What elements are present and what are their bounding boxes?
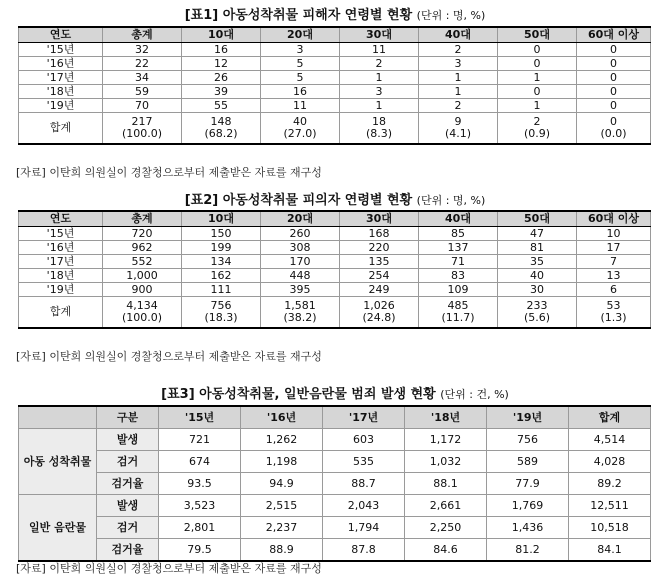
table-cell: 135 bbox=[340, 255, 419, 269]
table-cell: 77.9 bbox=[487, 473, 569, 495]
col-header: '16년 bbox=[241, 406, 323, 429]
total-label: 합계 bbox=[19, 113, 103, 145]
table-cell: '18년 bbox=[19, 85, 103, 99]
table-cell: 59 bbox=[103, 85, 182, 99]
table-cell: 70 bbox=[103, 99, 182, 113]
table-cell: 535 bbox=[323, 451, 405, 473]
total-row bbox=[19, 113, 651, 145]
table-cell: 603 bbox=[323, 429, 405, 451]
table-cell: 109 bbox=[419, 283, 498, 297]
table-cell: 137 bbox=[419, 241, 498, 255]
total-cell bbox=[419, 297, 498, 329]
table-cell: 162 bbox=[182, 269, 261, 283]
col-header: 연도 bbox=[19, 211, 103, 227]
table-cell: 0 bbox=[498, 85, 577, 99]
table-cell: 721 bbox=[159, 429, 241, 451]
total-percent: (38.2) bbox=[283, 311, 317, 324]
table-cell: 35 bbox=[498, 255, 577, 269]
total-percent: (8.3) bbox=[365, 127, 393, 140]
total-cell bbox=[340, 113, 419, 145]
table-row bbox=[19, 269, 651, 283]
table-cell: 0 bbox=[498, 43, 577, 57]
table-cell: 2,043 bbox=[323, 495, 405, 517]
col-header: '18년 bbox=[405, 406, 487, 429]
table-cell: 17 bbox=[577, 241, 651, 255]
table-cell: 1,198 bbox=[241, 451, 323, 473]
table-cell: 39 bbox=[182, 85, 261, 99]
table-cell: 22 bbox=[103, 57, 182, 71]
total-value: 40 bbox=[293, 115, 307, 128]
table3-title-text: [표3] 아동성착취물, 일반음란물 범죄 발생 현황 bbox=[161, 387, 436, 402]
total-percent: (11.7) bbox=[441, 311, 475, 324]
table-cell: 94.9 bbox=[241, 473, 323, 495]
table-row bbox=[19, 227, 651, 241]
table-cell: 85 bbox=[419, 227, 498, 241]
col-header: 60대 이상 bbox=[577, 211, 651, 227]
table-cell: 0 bbox=[577, 43, 651, 57]
table-cell: 40 bbox=[498, 269, 577, 283]
table-cell: 1,000 bbox=[103, 269, 182, 283]
total-cell bbox=[182, 113, 261, 145]
table-cell: 16 bbox=[182, 43, 261, 57]
table-cell: '19년 bbox=[19, 283, 103, 297]
table-row bbox=[19, 241, 651, 255]
table-cell: 6 bbox=[577, 283, 651, 297]
table-cell: 87.8 bbox=[323, 539, 405, 562]
col-header: 40대 bbox=[419, 27, 498, 43]
group-label: 일반 음란물 bbox=[19, 495, 97, 562]
table-row bbox=[19, 495, 651, 517]
table-cell: '17년 bbox=[19, 255, 103, 269]
table-cell: '18년 bbox=[19, 269, 103, 283]
table-cell: 11 bbox=[340, 43, 419, 57]
table-cell: 2 bbox=[340, 57, 419, 71]
total-value: 1,026 bbox=[363, 299, 395, 312]
table-cell: 55 bbox=[182, 99, 261, 113]
table1-unit: (단위 : 명, %) bbox=[416, 9, 486, 22]
table3-unit: (단위 : 건, %) bbox=[440, 388, 509, 401]
total-percent: (4.1) bbox=[444, 127, 472, 140]
table2-suspects-by-age bbox=[18, 210, 651, 329]
col-header: 합계 bbox=[569, 406, 651, 429]
table-cell: 93.5 bbox=[159, 473, 241, 495]
col-header: '19년 bbox=[487, 406, 569, 429]
total-row bbox=[19, 297, 651, 329]
total-label: 합계 bbox=[19, 297, 103, 329]
table3-title bbox=[0, 383, 670, 402]
total-value: 233 bbox=[526, 299, 548, 312]
col-header: 60대 이상 bbox=[577, 27, 651, 43]
table3-header-row bbox=[19, 406, 651, 429]
total-cell bbox=[340, 297, 419, 329]
table-row bbox=[19, 429, 651, 451]
total-cell bbox=[577, 113, 651, 145]
table1-source: [자료] 이탄희 의원실이 경찰청으로부터 제출받은 자료를 재구성 bbox=[16, 166, 322, 179]
total-value: 756 bbox=[210, 299, 232, 312]
table-row bbox=[19, 473, 651, 495]
table-cell: 962 bbox=[103, 241, 182, 255]
table-cell: 111 bbox=[182, 283, 261, 297]
total-value: 217 bbox=[131, 115, 153, 128]
table-cell: 1 bbox=[498, 99, 577, 113]
table-row bbox=[19, 539, 651, 562]
table-cell: 1,172 bbox=[405, 429, 487, 451]
total-cell bbox=[182, 297, 261, 329]
col-header: 20대 bbox=[261, 27, 340, 43]
table-cell: 10,518 bbox=[569, 517, 651, 539]
table-cell: 84.1 bbox=[569, 539, 651, 562]
row-label: 검거 bbox=[97, 517, 159, 539]
table-cell: 2,237 bbox=[241, 517, 323, 539]
table-cell: 88.9 bbox=[241, 539, 323, 562]
table-cell: 249 bbox=[340, 283, 419, 297]
table-cell: 1,769 bbox=[487, 495, 569, 517]
table-cell: 26 bbox=[182, 71, 261, 85]
table-row bbox=[19, 85, 651, 99]
table-cell: 84.6 bbox=[405, 539, 487, 562]
table-cell: 4,514 bbox=[569, 429, 651, 451]
row-label: 발생 bbox=[97, 429, 159, 451]
table-cell: 589 bbox=[487, 451, 569, 473]
table-cell: 2,801 bbox=[159, 517, 241, 539]
table-cell: 395 bbox=[261, 283, 340, 297]
corner-cell bbox=[19, 406, 97, 429]
table-cell: 88.1 bbox=[405, 473, 487, 495]
table-cell: 1 bbox=[340, 71, 419, 85]
table-cell: '16년 bbox=[19, 57, 103, 71]
total-cell bbox=[103, 113, 182, 145]
total-cell bbox=[103, 297, 182, 329]
table-row bbox=[19, 99, 651, 113]
col-header: 연도 bbox=[19, 27, 103, 43]
table-cell: 88.7 bbox=[323, 473, 405, 495]
row-label: 발생 bbox=[97, 495, 159, 517]
total-percent: (5.6) bbox=[523, 311, 551, 324]
table-cell: 134 bbox=[182, 255, 261, 269]
total-percent: (0.0) bbox=[600, 127, 627, 140]
col-header: '17년 bbox=[323, 406, 405, 429]
table-cell: '17년 bbox=[19, 71, 103, 85]
table-cell: 2 bbox=[419, 43, 498, 57]
table-cell: 1,032 bbox=[405, 451, 487, 473]
total-value: 0 bbox=[610, 115, 617, 128]
table-row bbox=[19, 283, 651, 297]
table2-title bbox=[0, 189, 670, 208]
total-value: 18 bbox=[372, 115, 386, 128]
col-header: '15년 bbox=[159, 406, 241, 429]
total-cell bbox=[577, 297, 651, 329]
table-cell: 7 bbox=[577, 255, 651, 269]
table-cell: 0 bbox=[577, 85, 651, 99]
table-row bbox=[19, 43, 651, 57]
table-cell: 79.5 bbox=[159, 539, 241, 562]
table-cell: 1,794 bbox=[323, 517, 405, 539]
col-header: 40대 bbox=[419, 211, 498, 227]
table-row bbox=[19, 517, 651, 539]
total-percent: (100.0) bbox=[121, 127, 163, 140]
table-cell: 4,028 bbox=[569, 451, 651, 473]
col-header: 총계 bbox=[103, 211, 182, 227]
col-header: 30대 bbox=[340, 27, 419, 43]
table2-header-row bbox=[19, 211, 651, 227]
table1-header-row bbox=[19, 27, 651, 43]
table-cell: 2,661 bbox=[405, 495, 487, 517]
table-cell: 5 bbox=[261, 71, 340, 85]
table-cell: 81 bbox=[498, 241, 577, 255]
table-cell: 170 bbox=[261, 255, 340, 269]
col-header: 50대 bbox=[498, 27, 577, 43]
table2-source: [자료] 이탄희 의원실이 경찰청으로부터 제출받은 자료를 재구성 bbox=[16, 350, 322, 363]
table-cell: 308 bbox=[261, 241, 340, 255]
table-cell: 756 bbox=[487, 429, 569, 451]
table-cell: 0 bbox=[577, 99, 651, 113]
total-cell bbox=[498, 113, 577, 145]
table-cell: '15년 bbox=[19, 43, 103, 57]
table1-title bbox=[0, 4, 670, 23]
table-cell: 1 bbox=[419, 71, 498, 85]
total-value: 4,134 bbox=[126, 299, 158, 312]
table-cell: 150 bbox=[182, 227, 261, 241]
table-cell: 34 bbox=[103, 71, 182, 85]
table1-title-text: [표1] 아동성착취물 피해자 연령별 현황 bbox=[184, 8, 413, 23]
table-cell: 552 bbox=[103, 255, 182, 269]
table-cell: 2,515 bbox=[241, 495, 323, 517]
table-cell: 3,523 bbox=[159, 495, 241, 517]
table-cell: 32 bbox=[103, 43, 182, 57]
table-cell: 199 bbox=[182, 241, 261, 255]
table-row bbox=[19, 71, 651, 85]
total-value: 1,581 bbox=[284, 299, 316, 312]
table-cell: 1,262 bbox=[241, 429, 323, 451]
col-header: 50대 bbox=[498, 211, 577, 227]
total-percent: (18.3) bbox=[204, 311, 238, 324]
table2-title-text: [표2] 아동성착취물 피의자 연령별 현황 bbox=[184, 193, 413, 208]
group-label: 아동 성착취물 bbox=[19, 429, 97, 495]
total-percent: (0.9) bbox=[523, 127, 551, 140]
row-label: 검거율 bbox=[97, 473, 159, 495]
table-cell: 3 bbox=[340, 85, 419, 99]
table3-source: [자료] 이탄희 의원실이 경찰청으로부터 제출받은 자료를 재구성 bbox=[16, 562, 322, 575]
total-percent: (1.3) bbox=[600, 311, 627, 324]
table-cell: 3 bbox=[261, 43, 340, 57]
table-cell: 83 bbox=[419, 269, 498, 283]
table-cell: 5 bbox=[261, 57, 340, 71]
table-cell: 168 bbox=[340, 227, 419, 241]
table-cell: 1 bbox=[419, 85, 498, 99]
table3-crime-occurrence bbox=[18, 405, 651, 562]
col-header: 20대 bbox=[261, 211, 340, 227]
total-percent: (100.0) bbox=[121, 311, 163, 324]
row-label: 검거 bbox=[97, 451, 159, 473]
table-cell: 220 bbox=[340, 241, 419, 255]
table-cell: 81.2 bbox=[487, 539, 569, 562]
table-cell: 0 bbox=[577, 71, 651, 85]
table-cell: 0 bbox=[498, 57, 577, 71]
table-cell: 1 bbox=[340, 99, 419, 113]
table1-victims-by-age bbox=[18, 26, 651, 145]
col-header: 구분 bbox=[97, 406, 159, 429]
total-value: 485 bbox=[447, 299, 469, 312]
table-cell: 260 bbox=[261, 227, 340, 241]
table2-unit: (단위 : 명, %) bbox=[416, 194, 486, 207]
total-value: 53 bbox=[606, 299, 621, 312]
total-cell bbox=[261, 297, 340, 329]
total-percent: (68.2) bbox=[204, 127, 238, 140]
table-cell: 900 bbox=[103, 283, 182, 297]
table-row bbox=[19, 451, 651, 473]
col-header: 총계 bbox=[103, 27, 182, 43]
table-cell: 448 bbox=[261, 269, 340, 283]
table-row bbox=[19, 57, 651, 71]
table-cell: 12 bbox=[182, 57, 261, 71]
table-cell: 0 bbox=[577, 57, 651, 71]
row-label: 검거율 bbox=[97, 539, 159, 562]
total-value: 148 bbox=[210, 115, 232, 128]
table-cell: 89.2 bbox=[569, 473, 651, 495]
table-cell: 720 bbox=[103, 227, 182, 241]
table-cell: 3 bbox=[419, 57, 498, 71]
col-header: 10대 bbox=[182, 27, 261, 43]
table-cell: 30 bbox=[498, 283, 577, 297]
table-row bbox=[19, 255, 651, 269]
table-cell: 11 bbox=[261, 99, 340, 113]
table-cell: 1 bbox=[498, 71, 577, 85]
table-cell: 13 bbox=[577, 269, 651, 283]
table-cell: 2,250 bbox=[405, 517, 487, 539]
total-value: 9 bbox=[454, 115, 462, 128]
table-cell: 47 bbox=[498, 227, 577, 241]
table-cell: 674 bbox=[159, 451, 241, 473]
col-header: 10대 bbox=[182, 211, 261, 227]
total-cell bbox=[498, 297, 577, 329]
table-cell: 12,511 bbox=[569, 495, 651, 517]
total-cell bbox=[261, 113, 340, 145]
col-header: 30대 bbox=[340, 211, 419, 227]
table-cell: 10 bbox=[577, 227, 651, 241]
table-cell: '15년 bbox=[19, 227, 103, 241]
table-cell: 71 bbox=[419, 255, 498, 269]
table-cell: 1,436 bbox=[487, 517, 569, 539]
total-percent: (24.8) bbox=[362, 311, 396, 324]
table-cell: 2 bbox=[419, 99, 498, 113]
total-percent: (27.0) bbox=[283, 127, 317, 140]
total-value: 2 bbox=[533, 115, 541, 128]
table-cell: '19년 bbox=[19, 99, 103, 113]
table-cell: 254 bbox=[340, 269, 419, 283]
table-cell: 16 bbox=[261, 85, 340, 99]
table-cell: '16년 bbox=[19, 241, 103, 255]
total-cell bbox=[419, 113, 498, 145]
